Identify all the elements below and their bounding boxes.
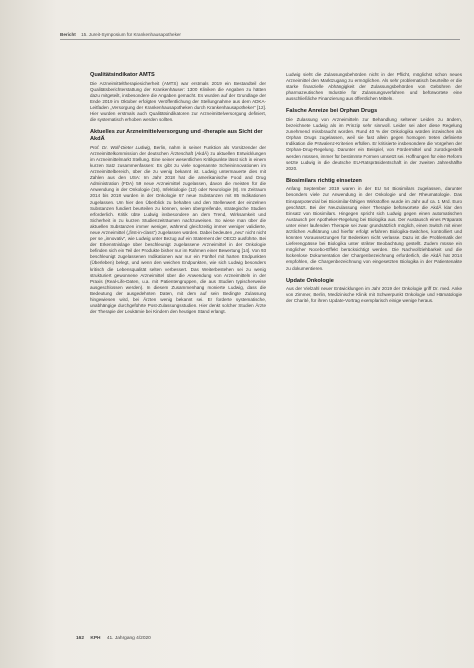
- section-onkologie: [286, 278, 462, 305]
- section-heading: Update Onkologie: [286, 277, 334, 284]
- paragraph-text: Berlin, nahm in seiner Funktion als Vorsitzender der Arzneimittelkommission der deutschen Ärzteschaft (AkdÄ) zu aktuellen Entwicklungen im Arzneimittelmarkt Stellung. Eine seiner wesentlichen Kritikpunkte lässt sich in einem kurzen Satz zusammenfassen: Es gibt zu viele sogenannte Scheininnovationen im Arzneimittelbereich, über die zu wenig bekannt ist. Ludwig untermauerte dies mit Zahlen aus den USA: Im Jahr 2018 hat die amerikanische Food and Drug Administration (FDA) 59 neue Arzneimittel zugelassen, davon die meisten für die Anwendung in der Onkologie (16), Infektiologie (12) oder Neurologie (8). Im Zeitraum 2014 bis 2018 wurden in der Onkologie 67 neue Substanzen mit 85 Indikationen zugelassen. Um hier den Überblick zu behalten und den Stellenwert der einzelnen Substanzen fundiert beurteilen zu können, seien übergreifende, strategische Studien erforderlich. Kritik übte Ludwig insbesondere an dem Trend, Wirksamkeit und Sicherheit in zu kurzen Studienzeiträumen nachzuweisen. So wiese man über die aktuellen Substanzen immer weniger, während gleichzeitig immer weniger validierte, neue Arzneimittel („first-in-class“) zugelassen würden. Dabei bedeuten „neu“ nicht nicht per se „innovativ“, wie Ludwig unter Bezug auf ein Statement der OECD ausführte. Bei der Erkenntnislage über beschleunigt zugelassene Arzneimittel in der Onkologie befinden sich ein Teil der Produkte bisher nur im Rahmen einer Bewertung [14]. Von 93 beschleunigt zugelassenen Indikationen war nur ein Fünftel mit harten Endpunkten (Überleben) belegt, und wenn den weichen Endpunkten, wie sich Ludwig besonders kritisch die Lebensqualität selten verbessert. Das Weiterbestehen sei zu wenig strukturiert gewonnene Arzneimittel über die Anwendung von Arzneimitteln in der Praxis (Real-Life-Daten, u.a. mit Patientengruppen, die aus Studien typischerweise ausgeschlossen werden). In diesem Zusammenhang monierte Ludwig, dass die Bedeutung der ausgedehnten Daten, mit dem auf sein Bedingte Zulassung hingewiesen wird, bei Ärzten wenig bekannt sei. Er forderte systematische, unabhängige durchgeführte Post-Zulassungsstudien. Hier denkt solcher Studien Ärzte der Therapie der Leukämie bei Kindern den heutigen Stand erlangt.: [90, 144, 266, 315]
- section-continuation: [286, 72, 462, 102]
- section-orphan-drugs: [286, 108, 462, 171]
- running-header: [60, 30, 460, 40]
- section-amts: [90, 72, 266, 123]
- journal-name: KPH: [90, 636, 101, 641]
- section-paragraph: Anfang September 2019 waren in der EU 54 Biosimilars zugelassen, darunter besonders viele zur Anwendung in der Onkologie und der Rheumatologie. Das Einsparpotenzial bei Biosimilar-fähigen Wirkstoffen wurde im Jahr auf ca. 1 Mrd. Euro geschätzt. Bei der Neuzulassung einer Therapie befürwortete die AkdÄ klar den Einsatz von Biosimilars. Hingegen spricht sich Ludwig gegen einen automatischen Austausch per Apotheker-Regelung bei Biologika aus. Der Austausch eines Präparats unter einer laufenden Therapie sei zwar grundsätzlich möglich, einen Switch mit einer ärztlichen Aufklärung und hierfür erfolgt erfahren Biologika-Switches, kontrolliert und könnten Voraussetzungen für Bedenken nicht verlasse. Dazu ist die Problematik der Lieferengpässe bei Biologika unter strikter Beobachtung gestellt. Zudem müsse ein möglicher Nocebo-Effekt berücksichtigt werden. Die Nachvollziehbarkeit und die lückenlose Dokumentation der Chargenbezeichnung erforderlich, die AkdÄ hat 2014 empfohlen, die Chargenbezeichnung von eingesetzten Biologika in der Patientenakte zu dokumentieren.: [286, 186, 462, 271]
- section-heading: Qualitätsindikator AMTS: [90, 72, 155, 78]
- header-section-label: Bericht: [60, 32, 76, 37]
- page-number: 162: [76, 636, 85, 641]
- author-name: Prof. Dr. Wolf-Dieter Ludwig,: [90, 144, 152, 150]
- right-column: [286, 72, 462, 310]
- journal-issue: 41. Jahrgang 4/2020: [106, 636, 151, 641]
- header-title: 15. Jureit-Symposium für Krankenhausapotheker: [81, 32, 181, 37]
- section-paragraph: Die Zulassung von Arzneimitteln zur Behandlung seltener Leiden zu ändern, bezeichnete Ludwig als im Prinzip sehr sinnvoll. Leider sei aber diese Regelung zunehmend missbraucht worden. Rund 40 % der Onkologika würden inzwischen als Orphan Drugs zugelassen, weil sie fast allein gegen homogen treten definierte Indikation die Prävalenz-Kriterien erfüllen. Er kritisierte insbesondere die Vorgehen der Orphan-Drug-Regelung. Darunter ein Beispiel, von Fördermittel und zurückgestellt werden müssen, immer für bestimmte Formen umsetzt sei. Hoffnungen für eine Reform setzte Ludwig in die deutsche EU-Ratspräsidentschaft in der zweiten Jahreshälfte 2020.: [286, 116, 462, 171]
- section-biosimilars: [286, 178, 462, 272]
- section-akdae: [90, 129, 266, 315]
- section-heading: Falsche Anreize bei Orphan Drugs: [286, 108, 378, 115]
- section-paragraph: [90, 145, 266, 316]
- left-column: [90, 72, 266, 321]
- section-heading: Biosimilars richtig einsetzen: [286, 177, 362, 184]
- section-paragraph: Die Arzneimitteltherapiesicherheit (AMTS) war erstmals 2019 ein Bestandteil der Qualitätsberichterstattung der Krankenhäuser: 1300 Kliniken die Angaben zu hätten dazu mitgeteilt, insbesondere die Angaben gemacht. Es wurden auf der Grundlage der Ende 2019 im Oktober erfolgten Veröffentlichung der Stellungnahme aus dem ADKA-Leitfaden „Versorgung der Krankenhausapotheken durch Krankenhausapotheker“ [12]. Hier wurden erstmals auch Qualitätsindikatoren zur Arzneimittelversorgung definiert, die systematisch erhoben werden sollten.: [90, 80, 266, 123]
- section-heading: Aktuelles zur Arzneimittelversorgung und -therapie aus Sicht der AkdÄ: [90, 129, 263, 143]
- page-footer: [76, 635, 376, 643]
- section-paragraph: Aus der Vielzahl neuer Entwicklungen im Jahr 2019 der Onkologie griff Dr. med. Anke von Zimmer, Berlin, Medizinische Klinik mit Schwerpunkt Onkologie und Hämatologie der Charité, für ihren Update-Vortrag exemplarisch einige wenige heraus.: [286, 286, 462, 304]
- section-paragraph: Ludwig sieht die Zulassungsbehörden nicht in der Pflicht, möglichst schon neues Arzneimittel den Marktzugang zu ermöglichen. Als sehr problematisch beurteilte er die starke finanzielle Abhängigkeit der Zulassungsbehörden von Gebühren der pharmazeutischen Industrie für Zulassungsverfahren und befürwortete eine ausschließliche Finanzierung aus öffentlichen Mitteln.: [286, 72, 462, 102]
